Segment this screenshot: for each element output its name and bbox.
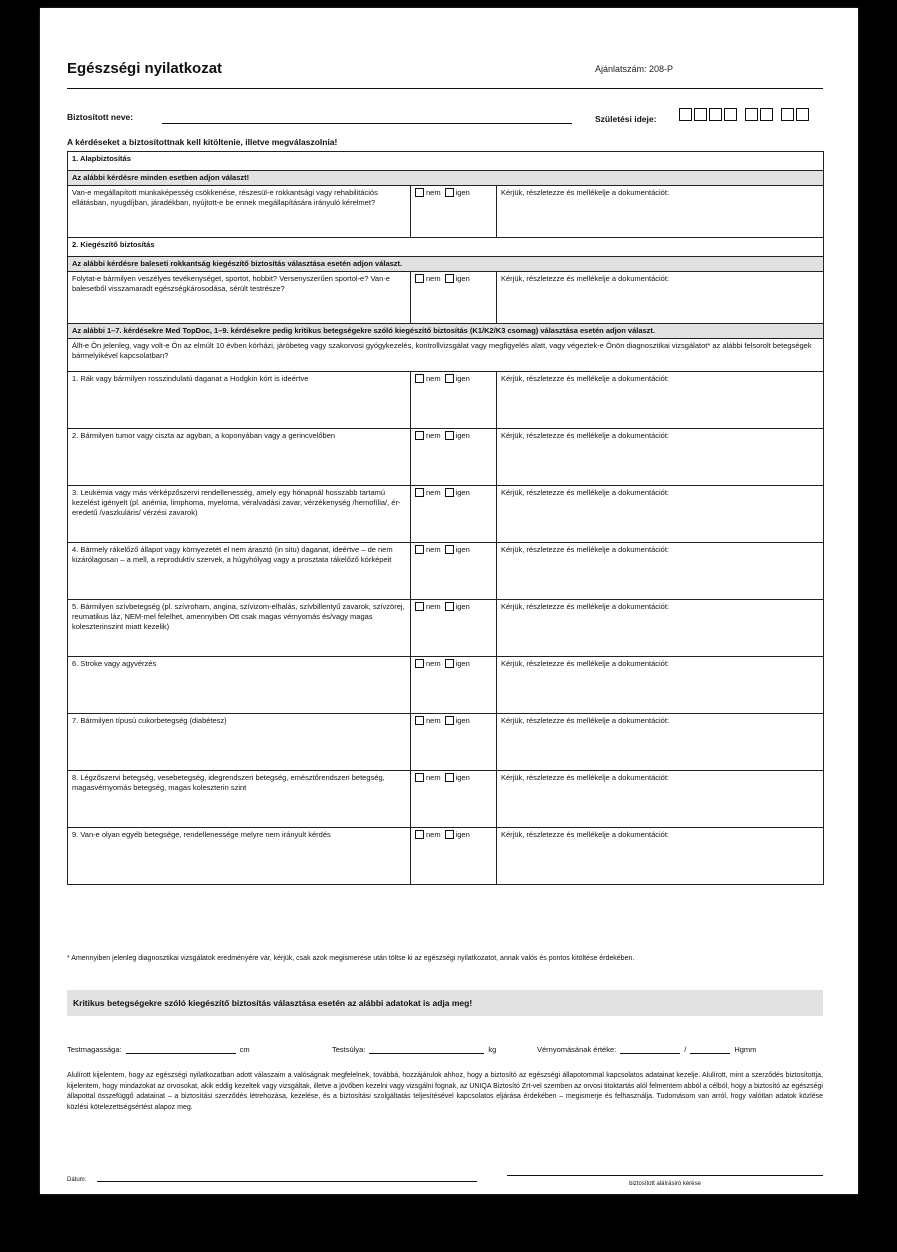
checkbox-no[interactable]	[415, 488, 424, 497]
details-field[interactable]: Kérjük, részletezze és mellékelje a dokumentációt:	[497, 600, 824, 657]
question-text: Van-e megállapított munkaképesség csökkenése, részesül-e rokkantsági vagy rehabilitációs ellátásban, nyugdíjban, járadékban, nyújtott-e be ennek megállapítására irányuló kérelmet?	[68, 186, 411, 238]
weight-label: Testsúlya:	[332, 1045, 366, 1054]
question-row	[68, 486, 824, 543]
consent-text: Alulírott kijelentem, hogy az egészségi nyilatkozatban adott válaszaim a valóságnak megfelelnek, továbbá, hozzájárulok ahhoz, hogy a biztosító az egészségi állapotommal kapcsolatos adatainat kezelje. Alulírott, mint a szerződés biztosítottja, kijelentem, hogy mindazokat az orvosokat, akik eddig kezeltek vagy vizsgáltak, illetve a jövőben kezelni vagy vizsgálni fognak, az UNIQA Biztosító Zrt-vel szemben az orvosi titoktartás alól felmentem abból a célból, hogy a biztosító az egészségi állapottal összefüggő adatainat – a biztosítási szerződés létrehozása, kezelése, és a biztosítási szolgáltatás teljesítésével kapcsolatos eljárása érdekében – megismerje és felhasználja. Tudomásom van arról, hogy valótlan adatok közlése közlési kötelezettségsértést alapoz meg.	[67, 1072, 823, 1111]
answer-cell: nem igen	[411, 600, 497, 657]
form-page	[40, 8, 858, 1194]
bp-diastolic-field[interactable]	[690, 1045, 730, 1054]
answer-cell: nem igen	[411, 657, 497, 714]
question-row	[68, 657, 824, 714]
question-row	[68, 186, 824, 238]
dob-year-digit[interactable]	[679, 108, 692, 121]
height-label: Testmagassága:	[67, 1045, 122, 1054]
instruction-text: A kérdéseket a biztosítottnak kell kitöltenie, illetve megválaszolnia!	[67, 137, 338, 147]
details-field[interactable]: Kérjük, részletezze és mellékelje a dokumentációt:	[497, 486, 824, 543]
answer-cell: nem igen	[411, 429, 497, 486]
height-unit: cm	[239, 1045, 250, 1054]
blood-pressure-group	[537, 1045, 756, 1054]
bp-label: Vérnyomásának értéke:	[537, 1045, 617, 1054]
details-field[interactable]: Kérjük, részletezze és mellékelje a dokumentációt:	[497, 186, 824, 238]
answer-cell: nem igen	[411, 828, 497, 885]
question-row	[68, 272, 824, 324]
insured-row	[67, 108, 823, 128]
signature-field[interactable]	[507, 1175, 823, 1176]
checkbox-no[interactable]	[415, 274, 424, 283]
question-text: Folytat-e bármilyen veszélyes tevékenységet, sportot, hobbit? Versenyszerűen sportol-e? Van-e balesetből visszamaradt egészségkárosodása, sérült testrésze?	[68, 272, 411, 324]
answer-cell: nem igen	[411, 486, 497, 543]
questions-intro: Állt-e Ön jelenleg, vagy volt-e Ön az elmúlt 10 évben kórházi, járóbeteg vagy szakorvosi gyógykezelés, kontrollvizsgálat vagy megfigyelés alatt, vagy végeztek-e Önön diagnosztikai vizsgálatot* az alábbi felsorolt betegségek bármelyikével kapcsolatban?	[68, 339, 824, 372]
bp-separator: /	[684, 1045, 687, 1054]
checkbox-yes[interactable]	[445, 716, 454, 725]
details-field[interactable]: Kérjük, részletezze és mellékelje a dokumentációt:	[497, 657, 824, 714]
height-field[interactable]	[126, 1045, 236, 1054]
details-field[interactable]: Kérjük, részletezze és mellékelje a dokumentációt:	[497, 828, 824, 885]
weight-group	[332, 1045, 496, 1054]
dob-day-digit[interactable]	[781, 108, 794, 121]
dob-year-digit[interactable]	[709, 108, 722, 121]
question-text: 7. Bármilyen típusú cukorbetegség (diabétesz)	[68, 714, 411, 771]
details-field[interactable]: Kérjük, részletezze és mellékelje a dokumentációt:	[497, 272, 824, 324]
title-divider	[67, 88, 823, 89]
checkbox-no[interactable]	[415, 830, 424, 839]
insured-name-label: Biztosított neve:	[67, 112, 134, 122]
answer-cell: nem igen	[411, 272, 497, 324]
section-2-note: Az alábbi kérdésre baleseti rokkantság kiegészítő biztosítás választása esetén adjon választ.	[68, 257, 824, 272]
question-text: 6. Stroke vagy agyvérzés	[68, 657, 411, 714]
weight-unit: kg	[488, 1045, 497, 1054]
health-questions-table	[67, 151, 824, 885]
question-row	[68, 372, 824, 429]
answer-cell: nem igen	[411, 771, 497, 828]
question-row	[68, 771, 824, 828]
date-label: Dátum:	[67, 1177, 87, 1183]
critical-heading: Kritikus betegségekre szóló kiegészítő biztosítás választása esetén az alábbi adatokat is adja meg!	[67, 990, 823, 1016]
section-1-title: 1. Alapbiztosítás	[68, 152, 824, 171]
answer-cell: nem igen	[411, 714, 497, 771]
answer-cell: nem igen	[411, 543, 497, 600]
question-row	[68, 600, 824, 657]
dob-field[interactable]	[679, 108, 811, 121]
checkbox-yes[interactable]	[445, 773, 454, 782]
checkbox-yes[interactable]	[445, 488, 454, 497]
checkbox-yes[interactable]	[445, 274, 454, 283]
question-text: 1. Rák vagy bármilyen rosszindulatú daganat a Hodgkin kórt is ideértve	[68, 372, 411, 429]
measurements-row	[67, 1045, 823, 1059]
checkbox-yes[interactable]	[445, 545, 454, 554]
checkbox-yes[interactable]	[445, 602, 454, 611]
critical-note: Az alábbi 1–7. kérdésekre Med TopDoc, 1–9. kérdésekre pedig kritikus betegségekre szóló kiegészítő biztosítás (K1/K2/K3 csomag) választása esetén adjon választ.	[68, 324, 824, 339]
checkbox-yes[interactable]	[445, 659, 454, 668]
question-text: 2. Bármilyen tumor vagy ciszta az agyban, a koponyában vagy a gerincvelőben	[68, 429, 411, 486]
question-text: 9. Van-e olyan egyéb betegsége, rendellenessége melyre nem irányult kérdés	[68, 828, 411, 885]
checkbox-no[interactable]	[415, 773, 424, 782]
dob-label: Születési ideje:	[595, 114, 657, 124]
dob-year-digit[interactable]	[724, 108, 737, 121]
dob-day-digit[interactable]	[796, 108, 809, 121]
dob-month-digit[interactable]	[745, 108, 758, 121]
section-2-title: 2. Kiegészítő biztosítás	[68, 238, 824, 257]
section-1-note: Az alábbi kérdésre minden esetben adjon választ!	[68, 171, 824, 186]
details-field[interactable]: Kérjük, részletezze és mellékelje a dokumentációt:	[497, 429, 824, 486]
answer-cell: nem igen	[411, 186, 497, 238]
question-row	[68, 429, 824, 486]
answer-cell: nem igen	[411, 372, 497, 429]
bp-unit: Hgmm	[734, 1045, 757, 1054]
bp-systolic-field[interactable]	[620, 1045, 680, 1054]
question-text: 3. Leukémia vagy más vérképzőszervi rendellenesség, amely egy hónapnál hosszabb tartamú kezelést igényelt (pl. anémia, limphoma, myeloma, véralvadási zavar, vérzékenység /hemofília/, ér-eredetű /vaszkuláris/ vérzési zavarok)	[68, 486, 411, 543]
checkbox-no[interactable]	[415, 188, 424, 197]
signature-label: biztosított aláírásiró kérése	[629, 1181, 701, 1187]
details-field[interactable]: Kérjük, részletezze és mellékelje a dokumentációt:	[497, 372, 824, 429]
checkbox-no[interactable]	[415, 374, 424, 383]
details-field[interactable]: Kérjük, részletezze és mellékelje a dokumentációt:	[497, 714, 824, 771]
checkbox-no[interactable]	[415, 716, 424, 725]
question-row	[68, 714, 824, 771]
height-group	[67, 1045, 250, 1054]
footnote: * Amennyiben jelenleg diagnosztikai vizsgálatok eredményére vár, kérjük, csak azok megismerése után töltse ki az egészségi nyilatkozatot, annak valós és pontos kitöltése érdekében.	[67, 955, 635, 962]
question-row	[68, 543, 824, 600]
checkbox-yes[interactable]	[445, 830, 454, 839]
dob-year-digit[interactable]	[694, 108, 707, 121]
insured-name-field[interactable]	[162, 123, 572, 124]
checkbox-yes[interactable]	[445, 431, 454, 440]
checkbox-no[interactable]	[415, 602, 424, 611]
question-text: 8. Légzőszervi betegség, vesebetegség, idegrendszeri betegség, emésztőrendszeri betegség, magasvérnyomás betegség, magas koleszterin szint	[68, 771, 411, 828]
form-title: Egészségi nyilatkozat	[67, 60, 223, 77]
offer-number: Ajánlatszám: 208-P	[595, 64, 674, 74]
checkbox-yes[interactable]	[445, 188, 454, 197]
question-text: 5. Bármilyen szívbetegség (pl. szívroham, angina, szívizom-elhalás, szívbillentyű zavarok, szívzörej, reumatikus láz, NEM-mel felelhet, amennyiben Ott csak magas vérnyomás és/vagy magas koleszterinszint miatt kezelik)	[68, 600, 411, 657]
question-row	[68, 828, 824, 885]
checkbox-no[interactable]	[415, 431, 424, 440]
details-field[interactable]: Kérjük, részletezze és mellékelje a dokumentációt:	[497, 543, 824, 600]
weight-field[interactable]	[369, 1045, 484, 1054]
checkbox-yes[interactable]	[445, 374, 454, 383]
checkbox-no[interactable]	[415, 545, 424, 554]
checkbox-no[interactable]	[415, 659, 424, 668]
dob-month-digit[interactable]	[760, 108, 773, 121]
date-field[interactable]	[97, 1181, 477, 1182]
details-field[interactable]: Kérjük, részletezze és mellékelje a dokumentációt:	[497, 771, 824, 828]
question-text: 4. Bármely rákelőző állapot vagy környezetét el nem árasztó (in situ) daganat, ideértve – de nem kizárólagosan – a mell, a reproduktív szervek, a húgyhólyag vagy a prosztata rákelőző kórképeit	[68, 543, 411, 600]
